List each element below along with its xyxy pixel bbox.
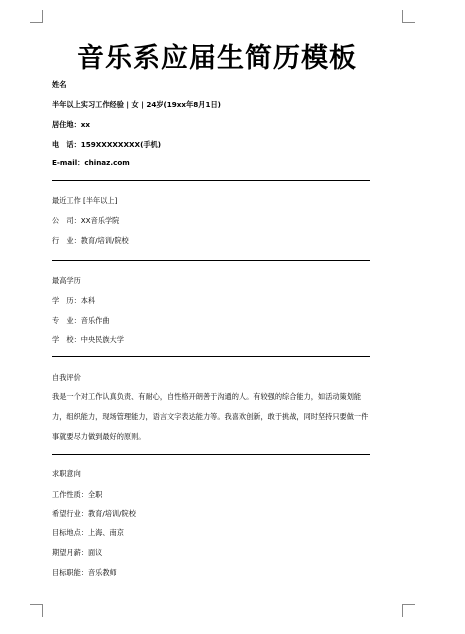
self-eval-heading: 自我评价 bbox=[52, 373, 81, 382]
name-label: 姓名 bbox=[52, 80, 67, 89]
crop-mark-bottom-left bbox=[30, 604, 43, 617]
education-heading: 最高学历 bbox=[52, 276, 81, 285]
crop-mark-bottom-right bbox=[402, 604, 415, 617]
location-line: 目标地点：上海、南京 bbox=[52, 528, 124, 537]
address-line: 居住地：xx bbox=[52, 120, 91, 129]
resume-title: 音乐系应届生简历模板 bbox=[77, 43, 357, 74]
intent-heading: 求职意向 bbox=[52, 469, 81, 478]
divider bbox=[52, 454, 370, 455]
desired-industry-line: 希望行业：教育/培训/院校 bbox=[52, 509, 136, 518]
email-line: E-mail：chinaz.com bbox=[52, 158, 130, 167]
job-type-line: 工作性质：全职 bbox=[52, 490, 103, 499]
divider bbox=[52, 260, 370, 261]
major-line: 专 业：音乐作曲 bbox=[52, 316, 110, 325]
school-line: 学 校：中央民族大学 bbox=[52, 335, 124, 344]
work-heading: 最近工作 [半年以上] bbox=[52, 196, 118, 205]
degree-line: 学 历：本科 bbox=[52, 296, 96, 305]
position-line: 目标职能：音乐教师 bbox=[52, 568, 117, 577]
self-eval-text: 我是一个对工作认真负责、有耐心，自性格开朗善于沟通的人。有较强的综合能力，如活动策划能力，组织能力，现场管理能力，语言文字表达能力等。我喜欢创新，敢于挑战，同时坚持只要做一件事就要尽力做到最好的原则。 bbox=[52, 392, 369, 441]
salary-line: 期望月薪：面议 bbox=[52, 548, 103, 557]
company-line: 公 司：XX音乐学院 bbox=[52, 216, 120, 225]
phone-line: 电 话：159XXXXXXXX(手机) bbox=[52, 140, 162, 149]
divider bbox=[52, 180, 370, 181]
crop-mark-top-right bbox=[402, 10, 415, 23]
industry-line: 行 业：教育/培训/院校 bbox=[52, 236, 129, 245]
crop-mark-top-left bbox=[30, 10, 43, 23]
divider bbox=[52, 356, 370, 357]
summary-line: 半年以上实习工作经验 | 女 | 24岁(19xx年8月1日) bbox=[52, 100, 221, 109]
